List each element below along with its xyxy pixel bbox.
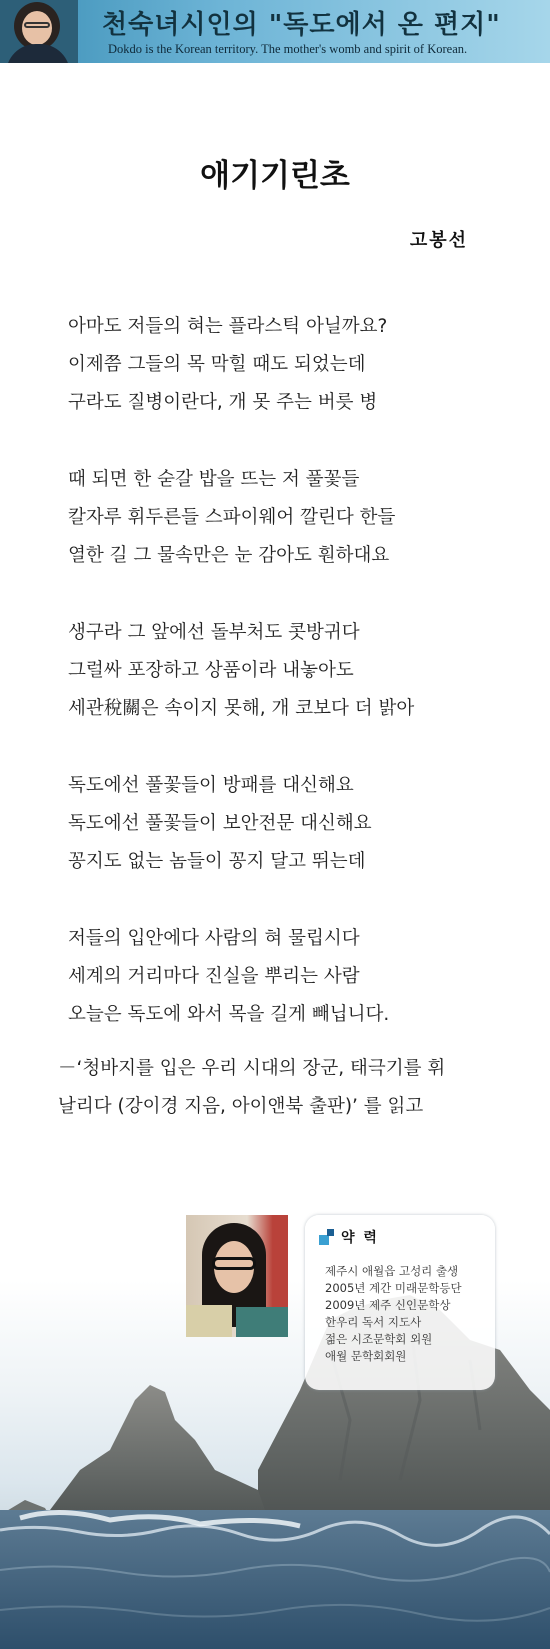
profile-item: 애월 문학회회원 — [325, 1349, 407, 1363]
stanza — [68, 461, 508, 575]
stanza — [68, 920, 508, 1034]
banner-subtitle: Dokdo is the Korean territory. The mother's womb and spirit of Korean. — [108, 42, 468, 56]
poem-line: 오늘은 독도에 와서 목을 길게 빼닙니다. — [68, 1004, 390, 1025]
stanza — [68, 308, 508, 422]
poem-line: 세계의 거리마다 진실을 뿌리는 사람 — [68, 966, 360, 987]
banner-title: 천숙녀시인의 "독도에서 온 편지" — [102, 10, 501, 40]
poem-body — [68, 308, 508, 1073]
note-line: －‘청바지를 입은 우리 시대의 장군, 태극기를 휘 — [58, 1058, 446, 1079]
poem-line: 독도에선 풀꽃들이 보안전문 대신해요 — [68, 813, 372, 834]
profile-item: 2005년 계간 미래문학등단 — [325, 1281, 462, 1295]
profile-item: 2009년 제주 신인문학상 — [325, 1298, 451, 1312]
profile-item: 한우리 독서 지도사 — [325, 1315, 422, 1329]
poem-line: 꽁지도 없는 놈들이 꽁지 달고 뛰는데 — [68, 851, 366, 872]
profile-item: 젊은 시조문학회 외원 — [325, 1332, 433, 1346]
square-bullet-icon — [319, 1229, 335, 1245]
poem-line: 열한 길 그 물속만은 눈 감아도 훤하대요 — [68, 545, 390, 566]
poem-title: 애기기린초 — [200, 158, 350, 194]
poem-line: 저들의 입안에다 사람의 혀 물립시다 — [68, 928, 360, 949]
poem-line: 구라도 질병이란다, 개 못 주는 버릇 병 — [68, 392, 378, 413]
poem-author: 고봉선 — [409, 230, 468, 251]
poem-line: 독도에선 풀꽃들이 방패를 대신해요 — [68, 775, 354, 796]
poem-line: 생구라 그 앞에선 돌부처도 콧방귀다 — [68, 622, 360, 643]
poem-line: 이제쯤 그들의 목 막힐 때도 되었는데 — [68, 354, 366, 375]
profile-heading: 약 력 — [341, 1230, 379, 1246]
profile-card — [305, 1215, 495, 1390]
poem-line: 때 되면 한 숟갈 밥을 뜨는 저 풀꽃들 — [68, 469, 360, 490]
profile-item: 제주시 애월읍 고성리 출생 — [325, 1264, 459, 1278]
author-photo — [186, 1215, 288, 1337]
poem-line: 그럴싸 포장하고 상품이라 내놓아도 — [68, 660, 354, 681]
note-line: 날리다 (강이경 지음, 아이앤북 출판)’ 를 읽고 — [58, 1096, 424, 1117]
stanza — [68, 767, 508, 881]
profile-header — [319, 1227, 379, 1247]
poem-line: 칼자루 휘두른들 스파이웨어 깔린다 한들 — [68, 507, 396, 528]
poem-note — [58, 1050, 498, 1126]
poem-line: 아마도 저들의 혀는 플라스틱 아닐까요? — [68, 316, 388, 337]
poet-portrait — [0, 0, 78, 63]
header-banner — [0, 0, 550, 63]
poem-line: 세관稅關은 속이지 못해, 개 코보다 더 밝아 — [68, 698, 415, 719]
stanza — [68, 614, 508, 728]
profile-list — [325, 1263, 462, 1365]
